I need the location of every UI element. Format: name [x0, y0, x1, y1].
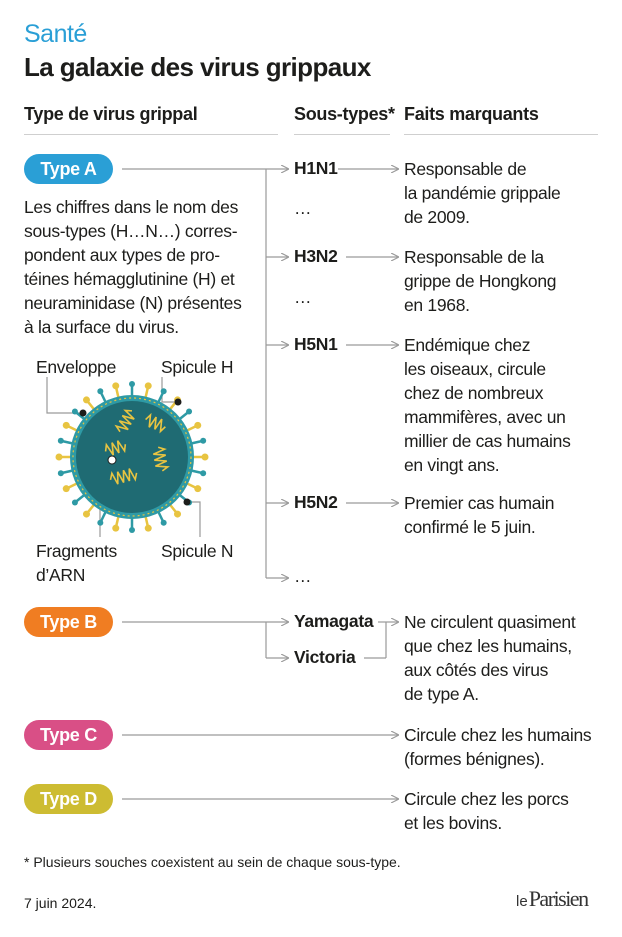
spike-cap — [200, 438, 206, 444]
fact-line: Endémique chez — [404, 335, 531, 355]
kicker: Santé — [24, 20, 87, 48]
subtype-h3n2: H3N2 — [294, 246, 338, 266]
spike-cap — [83, 396, 90, 403]
spike-cap — [112, 525, 119, 532]
fact-line: (formes bénignes). — [404, 749, 545, 769]
spike-cap — [145, 525, 152, 532]
spike-cap — [174, 511, 181, 518]
spike-cap — [83, 511, 90, 518]
description-line: sous-types (H…N…) corres- — [24, 221, 238, 241]
description-line: neuraminidase (N) présentes — [24, 293, 242, 313]
fact-line: Premier cas humain — [404, 493, 555, 513]
column-header-facts: Faits marquants — [404, 104, 539, 124]
label-envelope: Enveloppe — [36, 357, 117, 377]
type-a-pill: Type A — [24, 154, 113, 184]
spike-cap — [58, 470, 64, 476]
label-spike-n: Spicule N — [161, 541, 234, 561]
type-c-pill: Type C — [24, 720, 113, 750]
fact-type-c — [404, 723, 591, 771]
subtype-h5n1: H5N1 — [294, 334, 338, 354]
label-rna-line1: Fragments — [36, 541, 117, 561]
fact-line: aux côtés des virus — [404, 660, 549, 680]
fact-line: que chez les humains, — [404, 636, 572, 656]
type-d-pill: Type D — [24, 784, 113, 814]
spike-cap — [129, 381, 135, 387]
spike-cap — [200, 470, 206, 476]
fact-line: grippe de Hongkong — [404, 271, 557, 291]
fact-line: les oiseaux, circule — [404, 359, 546, 379]
virus-illustration — [45, 378, 220, 536]
fact-h5n2 — [404, 491, 554, 539]
fact-line: Ne circulent quasiment — [404, 612, 576, 632]
spike-cap — [72, 408, 78, 414]
fact-type-d — [404, 787, 569, 835]
spike-cap — [145, 382, 152, 389]
fact-type-b — [404, 610, 575, 706]
description-line: Les chiffres dans le nom des — [24, 197, 239, 217]
fact-h1n1 — [404, 157, 560, 229]
subtype-h1n1: H1N1 — [294, 158, 338, 178]
subtype-dots: … — [294, 566, 313, 586]
spike-cap — [97, 388, 103, 394]
description-line: téines hémagglutinine (H) et — [24, 269, 235, 289]
fact-line: Responsable de — [404, 159, 527, 179]
type-a-description — [24, 195, 274, 339]
logo-name: Parisien — [528, 886, 588, 911]
type-b-pill: Type B — [24, 607, 113, 637]
spike-cap — [129, 527, 135, 533]
spike-cap — [56, 454, 63, 461]
pointer-dot-spike-h — [175, 399, 182, 406]
pointer-dot-rna — [108, 456, 116, 464]
spike-cap — [58, 438, 64, 444]
subtype-h5n2: H5N2 — [294, 492, 338, 512]
fact-line: en 1968. — [404, 295, 470, 315]
spike-cap — [161, 520, 167, 526]
fact-line: Circule chez les humains — [404, 725, 592, 745]
description-line: à la surface du virus. — [24, 317, 179, 337]
subtype-victoria: Victoria — [294, 647, 356, 667]
spike-cap — [72, 500, 78, 506]
spike-cap — [161, 388, 167, 394]
pointer-dot-envelope — [80, 410, 87, 417]
spike-cap — [63, 422, 70, 429]
spike-cap — [186, 408, 192, 414]
fact-line: Responsable de la — [404, 247, 544, 267]
spike-cap — [63, 485, 70, 492]
column-header-type: Type de virus grippal — [24, 104, 198, 124]
column-header-subtypes: Sous-types* — [294, 104, 395, 124]
spike-cap — [194, 422, 201, 429]
fact-line: en vingt ans. — [404, 455, 500, 475]
fact-line: et les bovins. — [404, 813, 502, 833]
footnote: * Plusieurs souches coexistent au sein de chaque sous-type. — [24, 854, 401, 870]
fact-h3n2 — [404, 245, 556, 317]
spike-cap — [97, 520, 103, 526]
label-rna — [36, 539, 117, 587]
fact-line: Circule chez les porcs — [404, 789, 569, 809]
fact-line: confirmé le 5 juin. — [404, 517, 536, 537]
fact-line: mammifères, avec un — [404, 407, 566, 427]
pointer-dot-spike-n — [184, 499, 191, 506]
publication-date: 7 juin 2024. — [24, 895, 97, 911]
spike-cap — [194, 485, 201, 492]
fact-line: de 2009. — [404, 207, 470, 227]
fact-line: chez de nombreux — [404, 383, 544, 403]
fact-line: millier de cas humains — [404, 431, 571, 451]
subtype-dots: … — [294, 287, 313, 307]
fact-h5n1 — [404, 333, 571, 477]
fact-line: de type A. — [404, 684, 479, 704]
page-title: La galaxie des virus grippaux — [24, 52, 371, 82]
fact-line: la pandémie grippale — [404, 183, 561, 203]
spike-cap — [202, 454, 209, 461]
description-line: pondent aux types de pro- — [24, 245, 220, 265]
label-spike-h: Spicule H — [161, 357, 234, 377]
le-parisien-logo — [516, 886, 588, 912]
subtype-yamagata: Yamagata — [294, 611, 374, 631]
spike-cap — [112, 382, 119, 389]
label-rna-line2: d’ARN — [36, 565, 86, 585]
subtype-dots: … — [294, 198, 313, 218]
logo-le: le — [516, 893, 528, 910]
